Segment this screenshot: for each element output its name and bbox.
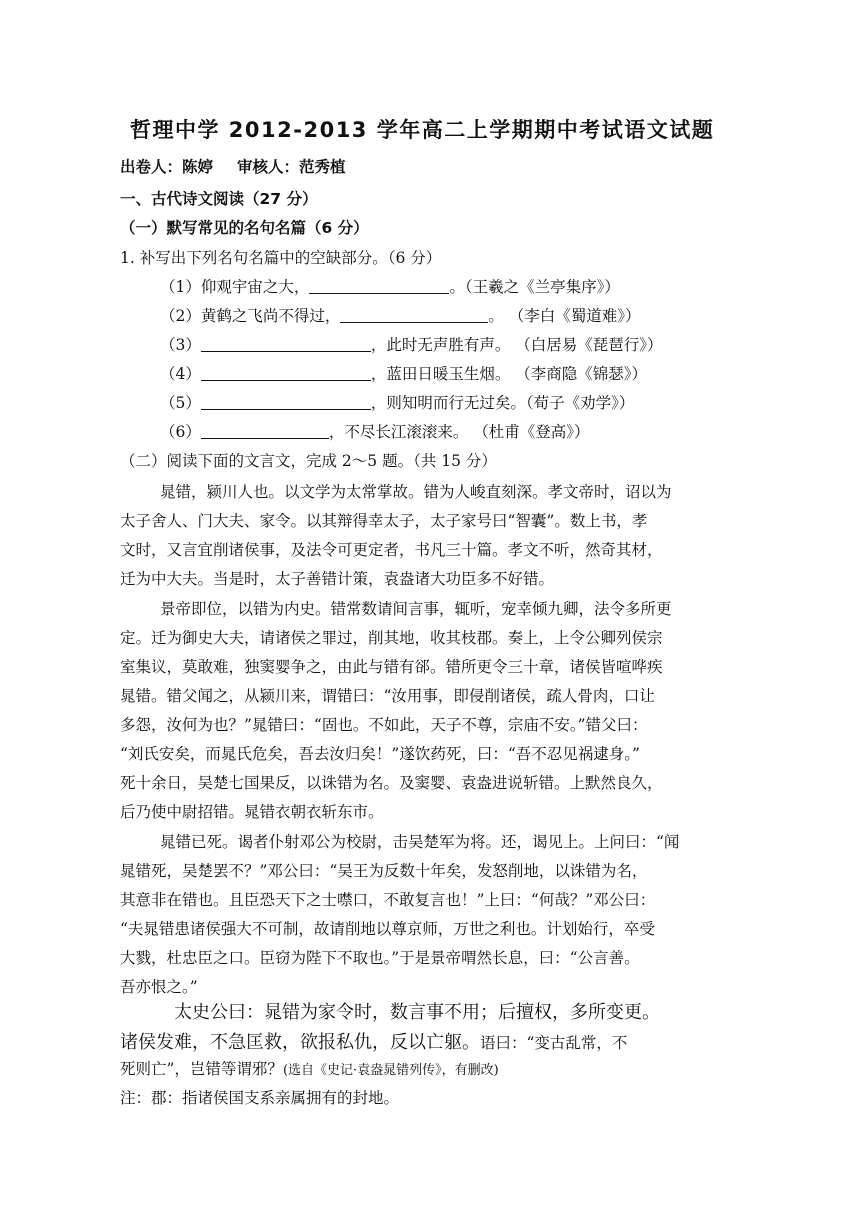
q1-item-2 <box>160 305 641 327</box>
passage-line: 迁为中大夫。当是时，太子善错计策，袁盎诸大功臣多不好错。 <box>120 570 555 588</box>
q1-item-5 <box>160 392 634 414</box>
passage-line: 太子舍人、门大夫、家令。以其辩得幸太子，太子家号曰“智囊”。数上书，孝 <box>120 512 648 530</box>
q1-item-6-source: ，不尽长江滚滚来。 （杜甫《登高》） <box>328 423 590 441</box>
commentary-quote: 语曰：“变古乱常，不 <box>480 1034 628 1052</box>
passage-source: (选自《史记·袁盎晁错列传》，有删改) <box>282 1063 499 1078</box>
q1-item-1-text: （1）仰观宇宙之大， <box>160 278 310 296</box>
part2-heading: （二）阅读下面的文言文，完成 2～5 题。（共 15 分） <box>120 452 497 470</box>
exam-title: 哲理中学 2012-2013 学年高二上学期期中考试语文试题 <box>130 118 715 142</box>
passage-line: 室集议，莫敢难，独窦婴争之，由此与错有郤。错所更令三十章，诸侯皆喧哗疾 <box>120 658 663 676</box>
q1-item-3 <box>160 334 663 356</box>
passage-line: 景帝即位，以错为内史。错常数请间言事，辄听，宠幸倾九卿，法令多所更 <box>160 600 672 618</box>
q1-item-5-text: （5） <box>160 394 201 412</box>
q1-item-1-source: 。（王羲之《兰亭集序》） <box>449 278 620 296</box>
passage-line: 后乃使中尉招错。晁错衣朝衣斩东市。 <box>120 803 384 821</box>
commentary-line: 太史公曰：晁错为家令时，数言事不用；后擅权，多所变更。 <box>174 1002 660 1023</box>
q1-stem: 1. 补写出下列名句名篇中的空缺部分。（6 分） <box>120 249 442 267</box>
commentary-line <box>120 1030 627 1056</box>
commentary-line <box>120 1058 499 1082</box>
passage-line: 吾亦恨之。” <box>120 978 198 996</box>
reviewer-label: 审核人：范秀植 <box>237 158 346 176</box>
section1-heading: 一、古代诗文阅读（27 分） <box>120 190 318 208</box>
commentary-text: 诸侯发难，不急匡救，欲报私仇，反以亡躯。 <box>120 1032 480 1053</box>
passage-line: 晁错，颍川人也。以文学为太常掌故。错为人峻直刻深。孝文帝时，诏以为 <box>160 483 672 501</box>
answer-blank[interactable] <box>309 277 449 294</box>
q1-item-4-text: （4） <box>160 365 201 383</box>
answer-blank[interactable] <box>201 422 329 439</box>
passage-line: 死十余日，吴楚七国果反，以诛错为名。及窦婴、袁盎进说斩错。上默然良久， <box>120 774 663 792</box>
passage-line: 定。迁为御史大夫，请诸侯之罪过，削其地，收其枝郡。奏上，上令公卿列侯宗 <box>120 629 663 647</box>
passage-line: 文时，又言宜削诸侯事，及法令可更定者，书凡三十篇。孝文不听，然奇其材， <box>120 541 663 559</box>
passage-line: “夫晁错患诸侯强大不可制，故请削地以尊京师，万世之利也。计划始行，卒受 <box>120 920 655 938</box>
commentary-quote-end: 死则亡”，岂错等谓邪？ <box>120 1060 283 1078</box>
q1-item-2-text: （2）黄鹤之飞尚不得过， <box>160 307 341 325</box>
answer-blank[interactable] <box>201 393 371 410</box>
answer-blank[interactable] <box>201 335 371 352</box>
setter-label: 出卷人：陈婷 <box>120 158 214 176</box>
answer-blank[interactable] <box>201 364 371 381</box>
passage-line: 其意非在错也。且臣恐天下之士噤口，不敢复言也！”上曰：“何哉？”邓公曰： <box>120 891 656 909</box>
footnote: 注：郡：指诸侯国支系亲属拥有的封地。 <box>120 1089 400 1107</box>
passage-line: 大戮，杜忠臣之口。臣窃为陛下不取也。”于是景帝喟然长息，曰：“公言善。 <box>120 949 640 967</box>
passage-line: 晁错死，吴楚罢不？”邓公曰：“吴王为反数十年矣，发怒削地，以诛错为名， <box>120 862 648 880</box>
part1-heading: （一）默写常见的名句名篇（6 分） <box>120 219 369 237</box>
q1-item-1 <box>160 276 620 298</box>
q1-item-3-source: ，此时无声胜有声。 （白居易《琵琶行》） <box>370 336 663 354</box>
q1-item-5-source: ，则知明而行无过矣。（荀子《劝学》） <box>370 394 635 412</box>
passage-line: 晁错。错父闻之，从颍川来，谓错曰：“汝用事，即侵削诸侯，疏人骨肉，口让 <box>120 687 655 705</box>
answer-blank[interactable] <box>340 306 488 323</box>
author-line <box>120 156 346 178</box>
q1-item-4 <box>160 363 647 385</box>
passage-line: “刘氏安矣，而晁氏危矣，吾去汝归矣！”遂饮药死，曰：“吾不忍见祸逮身。” <box>120 745 640 763</box>
q1-item-3-text: （3） <box>160 336 201 354</box>
q1-item-6-text: （6） <box>160 423 201 441</box>
passage-line: 多怨，汝何为也？”晁错曰：“固也。不如此，天子不尊，宗庙不安。”错父曰： <box>120 716 648 734</box>
q1-item-2-source: 。 （李白《蜀道难》） <box>488 307 641 325</box>
q1-item-6 <box>160 421 590 443</box>
passage-line: 晁错已死。谒者仆射邓公为校尉，击吴楚军为将。还，谒见上。上问曰：“闻 <box>160 833 680 851</box>
q1-item-4-source: ，蓝田日暖玉生烟。 （李商隐《锦瑟》） <box>370 365 648 383</box>
